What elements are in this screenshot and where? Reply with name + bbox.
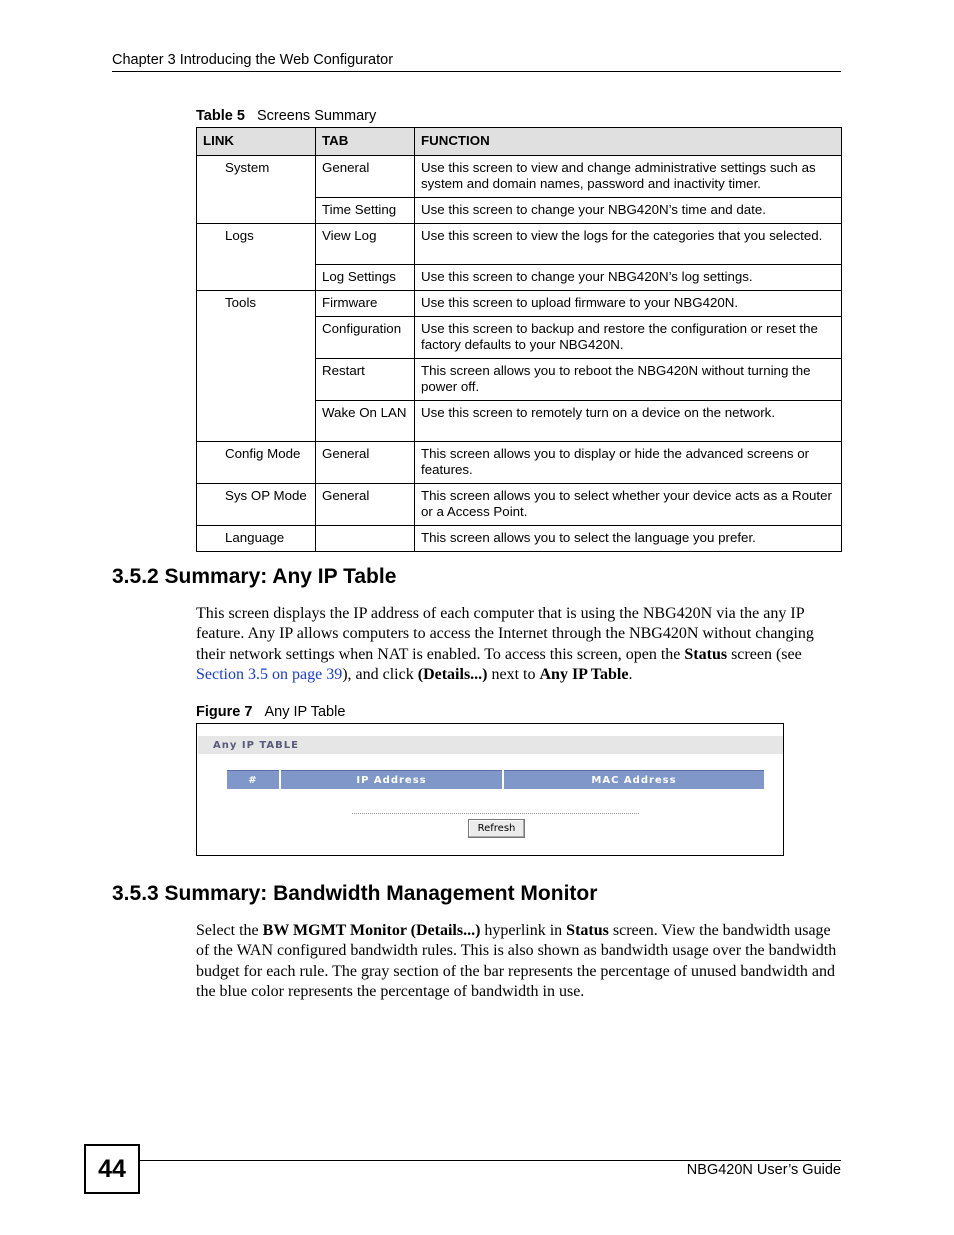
table-row [197, 359, 842, 401]
section-body-bw-monitor: Select the BW MGMT Monitor (Details...) hyperlink in Status screen. View the bandwidth usage of the WAN configured bandwidth rules. This is also shown as bandwidth usage over the bandwidth budget for each rule. The gray section of the bar represents the percentage of unused bandwidth and the blue color represents the percentage of bandwidth in use. [196, 922, 837, 1000]
header-rule [112, 71, 841, 72]
function-cell: Use this screen to view the logs for the categories that you selected. [415, 224, 842, 265]
column-header-link: LINK [197, 128, 316, 156]
function-cell: Use this screen to backup and restore the configuration or reset the factory defaults to your NBG420N. [415, 317, 842, 359]
function-cell: Use this screen to change your NBG420N’s log settings. [415, 265, 842, 291]
section-body-any-ip: This screen displays the IP address of each computer that is using the NBG420N via the any IP feature. Any IP allows computers to access the Internet through the NBG420N without changing their network settings when NAT is enabled. To access this screen, open the Status screen (see Section 3.5 on page 39), and click (Details...) next to Any IP Table. [196, 605, 814, 683]
tab-cell: General [316, 156, 415, 198]
any-ip-table-screenshot [196, 723, 784, 856]
table-header-row [197, 128, 842, 156]
link-cell: Tools [197, 291, 316, 317]
section-heading-bw-monitor: 3.5.3 Summary: Bandwidth Management Monitor [112, 882, 598, 905]
table-row [197, 442, 842, 484]
figure-title: Any IP Table [264, 704, 346, 720]
link-cell: Sys OP Mode [197, 484, 316, 526]
table-row [197, 224, 842, 265]
bw-monitor-bold: BW MGMT Monitor (Details...) [262, 922, 481, 939]
link-cell [197, 198, 316, 224]
table-row [197, 317, 842, 359]
function-cell: This screen allows you to select whether your device acts as a Router or a Access Point. [415, 484, 842, 526]
tab-cell: Log Settings [316, 265, 415, 291]
link-cell [197, 401, 316, 442]
tab-cell: Restart [316, 359, 415, 401]
link-cell: Config Mode [197, 442, 316, 484]
table-title: Screens Summary [256, 108, 377, 124]
link-cell: Logs [197, 224, 316, 265]
table-row [197, 156, 842, 198]
function-cell: Use this screen to view and change administrative settings such as system and domain names, password and inactivity timer. [415, 156, 842, 198]
column-header-ip-address: IP Address [281, 770, 502, 789]
screens-summary-table [196, 127, 842, 552]
function-cell: This screen allows you to reboot the NBG420N without turning the power off. [415, 359, 842, 401]
table-row [197, 401, 842, 442]
tab-cell: Configuration [316, 317, 415, 359]
tab-cell: Time Setting [316, 198, 415, 224]
tab-cell: General [316, 484, 415, 526]
figure-label: Figure 7 [196, 704, 253, 720]
chapter-header: Chapter 3 Introducing the Web Configurator [112, 52, 394, 68]
table-row [197, 526, 842, 552]
dotted-divider [352, 813, 639, 814]
function-cell: Use this screen to remotely turn on a device on the network. [415, 401, 842, 442]
tab-cell: View Log [316, 224, 415, 265]
screen-title: Any IP TABLE [213, 740, 299, 751]
status-bold: Status [566, 922, 609, 939]
column-header-tab: TAB [316, 128, 415, 156]
section-heading-any-ip: 3.5.2 Summary: Any IP Table [112, 565, 397, 588]
details-bold: (Details...) [417, 665, 488, 683]
link-cell: System [197, 156, 316, 198]
column-header-function: FUNCTION [415, 128, 842, 156]
function-cell: Use this screen to change your NBG420N’s time and date. [415, 198, 842, 224]
table-row [197, 291, 842, 317]
link-cell [197, 359, 316, 401]
function-cell: This screen allows you to select the language you prefer. [415, 526, 842, 552]
tab-cell: Wake On LAN [316, 401, 415, 442]
tab-cell: General [316, 442, 415, 484]
footer-rule [140, 1160, 841, 1161]
section-link[interactable]: Section 3.5 on page 39 [196, 665, 343, 683]
function-cell: Use this screen to upload firmware to your NBG420N. [415, 291, 842, 317]
table-row [197, 198, 842, 224]
column-header-number: # [227, 770, 279, 789]
table-row [197, 484, 842, 526]
tab-cell [316, 526, 415, 552]
link-cell: Language [197, 526, 316, 552]
column-header-mac-address: MAC Address [504, 770, 764, 789]
refresh-button[interactable]: Refresh [468, 819, 525, 838]
link-cell [197, 317, 316, 359]
status-bold: Status [684, 645, 728, 663]
function-cell: This screen allows you to display or hide the advanced screens or features. [415, 442, 842, 484]
figure-caption [196, 704, 345, 720]
table-caption [196, 108, 376, 124]
table-label: Table 5 [196, 108, 245, 124]
any-ip-bold: Any IP Table [539, 665, 629, 683]
table-row [197, 265, 842, 291]
page-number: 44 [84, 1144, 140, 1194]
link-cell [197, 265, 316, 291]
guide-title: NBG420N User’s Guide [686, 1162, 841, 1178]
tab-cell: Firmware [316, 291, 415, 317]
